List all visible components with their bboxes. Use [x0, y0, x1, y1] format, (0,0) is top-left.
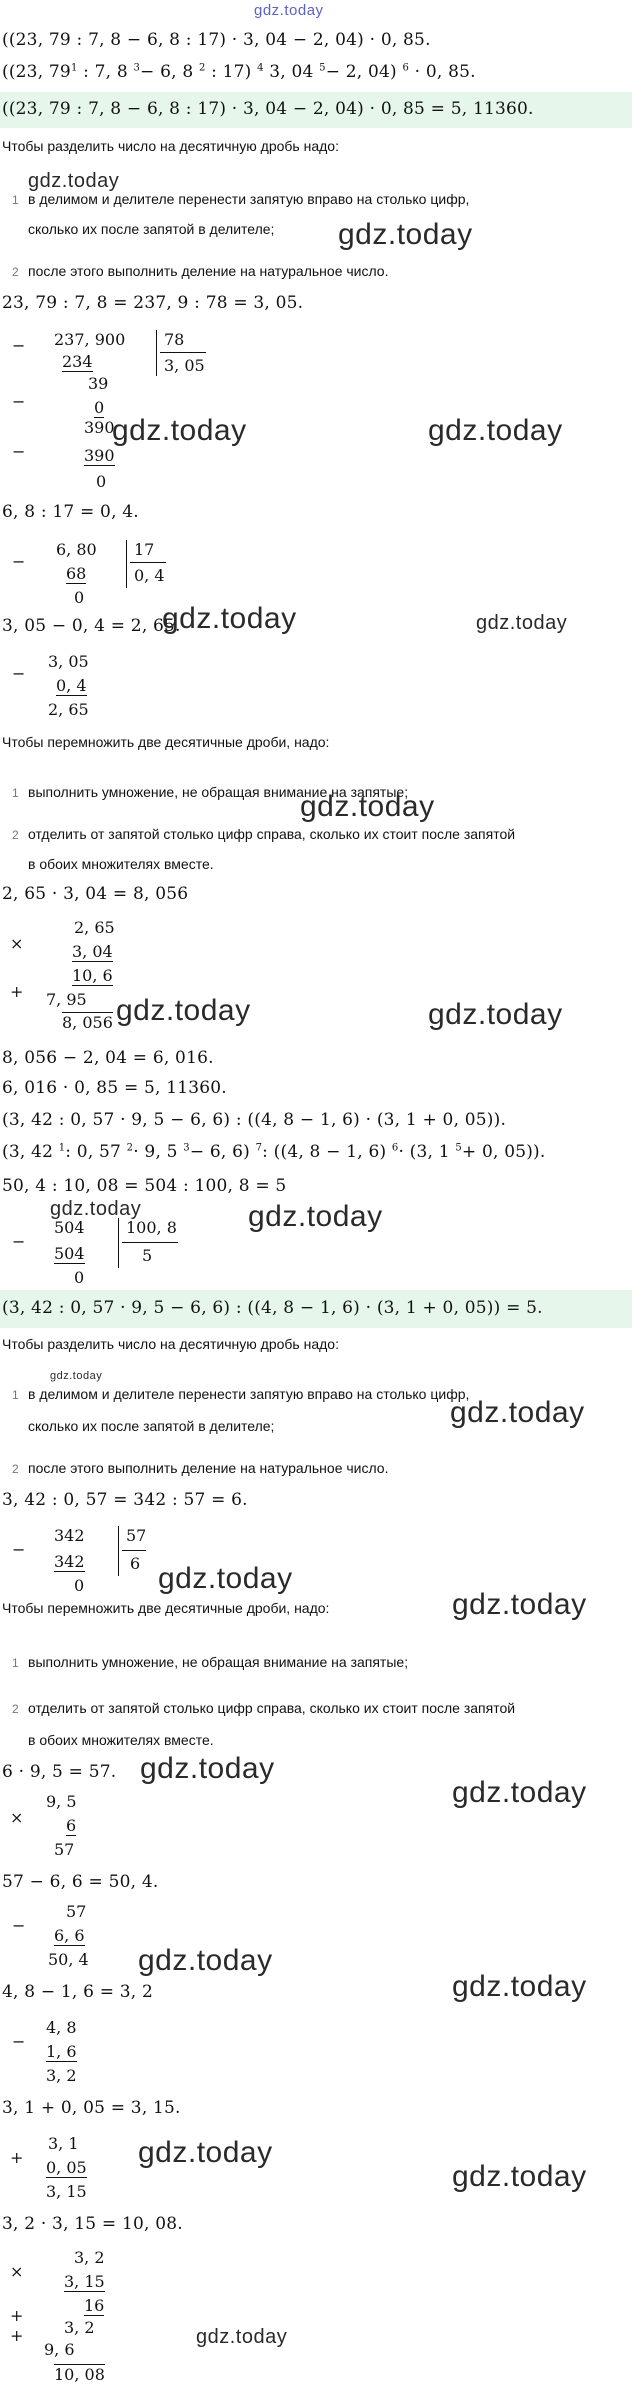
- watermark: gdz.today: [138, 1944, 273, 1977]
- task2-answer: (3, 42 : 0, 57 · 9, 5 − 6, 6) : ((4, 8 − 1, 6) · (3, 1 + 0, 05)) = 5.: [2, 1298, 543, 1318]
- division-line: [122, 1242, 178, 1243]
- minus-sign: −: [12, 1540, 26, 1559]
- difference: 3, 2: [46, 2066, 77, 2085]
- watermark: gdz.today: [450, 1396, 585, 1429]
- rule-div-step1-cont: сколько их после запятой в делителе;: [28, 221, 275, 237]
- equation: 4, 8 − 1, 6 = 3, 2: [2, 1982, 154, 2002]
- equation: 3, 1 + 0, 05 = 3, 15.: [2, 2098, 181, 2118]
- minus-sign: −: [12, 442, 26, 461]
- addend: 3, 1: [48, 2134, 79, 2153]
- product: 8, 056: [62, 1013, 113, 1032]
- dividend: 342: [54, 1526, 85, 1545]
- remainder: 39: [88, 374, 109, 393]
- difference: 50, 4: [48, 1950, 89, 1969]
- watermark: gdz.today: [196, 2326, 288, 2348]
- divisor: 57: [126, 1526, 147, 1545]
- division-bar: [156, 330, 157, 376]
- division-line: [122, 1550, 146, 1551]
- equation: 3, 2 · 3, 15 = 10, 08.: [2, 2214, 183, 2234]
- rule-div-step1-cont: сколько их после запятой в делителе;: [28, 1418, 275, 1434]
- quotient: 5: [142, 1246, 153, 1265]
- minus-sign: −: [12, 1232, 26, 1251]
- rule-mul-step2: отделить от запятой столько цифр справа, сколько их стоит после запятой: [28, 826, 516, 842]
- minus-sign: −: [12, 664, 26, 683]
- sum: 3, 15: [46, 2182, 87, 2201]
- subtrahend: 504: [54, 1244, 85, 1263]
- product: 10, 08: [54, 2365, 105, 2384]
- rule-mul-step1: выполнить умножение, не обращая внимание на запятые;: [28, 784, 409, 800]
- remainder: 0: [96, 472, 107, 491]
- partial-product: 3, 2: [64, 2318, 95, 2337]
- dividend: 237, 900: [54, 330, 126, 349]
- task1-expression-order: ((23, $79^1$ : 7, 8 $^3$− 6, 8 $^2$ : 17) $^4$ 3, 04 $^5$− 2, 04) $^6$ · 0, 85.: [2, 62, 476, 82]
- watermark: gdz.today: [452, 2160, 587, 2193]
- watermark: gdz.today: [248, 1200, 383, 1233]
- step-number: 1: [12, 1388, 19, 1402]
- watermark: gdz.today: [28, 170, 120, 192]
- watermark: gdz.today: [112, 414, 247, 447]
- difference: 2, 65: [48, 700, 89, 719]
- remainder: 0: [74, 588, 85, 607]
- factor: 2, 65: [74, 918, 115, 937]
- rule-mul-step2: отделить от запятой столько цифр справа, сколько их стоит после запятой: [28, 1700, 516, 1716]
- minus-sign: −: [12, 392, 26, 411]
- division-bar: [118, 1218, 119, 1268]
- minuend: 4, 8: [46, 2018, 77, 2037]
- task2-expression-order: (3, 42 $^1$: 0, 57 $^2$· 9, 5 $^3$− 6, 6) $^7$: ((4, 8 − 1, 6) $^6$· (3, 1 $^5$+ 0, 05)).: [2, 1142, 546, 1162]
- divisor: 17: [134, 540, 155, 559]
- subtrahend: 0: [94, 398, 105, 417]
- watermark: gdz.today: [138, 2136, 273, 2169]
- rule-div-step1: в делимом и делителе перенести запятую вправо на столько цифр,: [28, 1386, 470, 1402]
- plus-sign: +: [10, 2326, 24, 2345]
- factor: 3, 04: [72, 942, 113, 961]
- task1-expression: ((23, 79 : 7, 8 − 6, 8 : 17) · 3, 04 − 2, 04) · 0, 85.: [2, 30, 431, 50]
- quotient: 6: [130, 1554, 141, 1573]
- rule-div-title: Чтобы разделить число на десятичную дробь надо:: [2, 138, 339, 154]
- rule-div-step1: в делимом и делителе перенести запятую вправо на столько цифр,: [28, 191, 470, 207]
- remainder: 0: [74, 1268, 85, 1287]
- watermark: gdz.today: [158, 1562, 293, 1595]
- minus-sign: −: [12, 552, 26, 571]
- product: 57: [54, 1840, 75, 1859]
- subtrahend: 1, 6: [46, 2042, 77, 2061]
- partial-product: 7, 95: [46, 990, 87, 1009]
- division-bar: [126, 540, 127, 588]
- remainder: 0: [74, 1576, 85, 1595]
- equation: 8, 056 − 2, 04 = 6, 016.: [2, 1048, 214, 1068]
- times-sign: ×: [10, 2262, 24, 2281]
- rule-div-step2: после этого выполнить деление на натуральное число.: [28, 263, 389, 279]
- division-line: [160, 352, 206, 353]
- minuend: 3, 05: [48, 652, 89, 671]
- watermark: gdz.today: [140, 1752, 275, 1785]
- equation: 2, 65 · 3, 04 = 8, 056: [2, 884, 189, 904]
- rule-mul-title: Чтобы перемножить две десятичные дроби, надо:: [2, 734, 330, 750]
- rule-div-title: Чтобы разделить число на десятичную дробь надо:: [2, 1336, 339, 1352]
- subtrahend: 0, 4: [56, 676, 87, 695]
- plus-sign: +: [10, 982, 24, 1001]
- equation: 57 − 6, 6 = 50, 4.: [2, 1872, 159, 1892]
- task2-expression: (3, 42 : 0, 57 · 9, 5 − 6, 6) : ((4, 8 − 1, 6) · (3, 1 + 0, 05)).: [2, 1110, 507, 1130]
- factor: 3, 15: [64, 2272, 105, 2291]
- partial-product: 9, 6: [44, 2340, 75, 2359]
- rule-mul-step2-cont: в обоих множителях вместе.: [28, 1732, 214, 1748]
- watermark: gdz.today: [428, 998, 563, 1031]
- equation: 6 · 9, 5 = 57.: [2, 1762, 117, 1782]
- watermark: gdz.today: [50, 1198, 142, 1220]
- division-bar: [118, 1526, 119, 1576]
- division-line: [130, 562, 166, 563]
- dividend: 6, 80: [56, 540, 97, 559]
- remainder: 390: [84, 418, 115, 437]
- equation: 23, 79 : 7, 8 = 237, 9 : 78 = 3, 05.: [2, 293, 304, 313]
- factor: 6: [66, 1816, 77, 1835]
- times-sign: ×: [10, 1808, 24, 1827]
- dividend: 504: [54, 1218, 85, 1237]
- plus-sign: +: [10, 2148, 24, 2167]
- partial-product: 16: [84, 2296, 105, 2315]
- minus-sign: −: [12, 1916, 26, 1935]
- minus-sign: −: [12, 336, 26, 355]
- step-number: 1: [12, 193, 19, 207]
- equation: 6, 016 · 0, 85 = 5, 11360.: [2, 1078, 227, 1098]
- step-number: 2: [12, 1702, 19, 1716]
- step-number: 2: [12, 265, 19, 279]
- watermark: gdz.today: [428, 414, 563, 447]
- rule-mul-title: Чтобы перемножить две десятичные дроби, надо:: [2, 1600, 330, 1616]
- watermark: gdz.today: [452, 1970, 587, 2003]
- top-watermark: gdz.today: [254, 2, 324, 19]
- subtrahend: 68: [66, 564, 87, 583]
- minus-sign: −: [12, 2032, 26, 2051]
- watermark: gdz.today: [452, 1588, 587, 1621]
- subtrahend: 390: [84, 446, 115, 465]
- step-number: 2: [12, 828, 19, 842]
- quotient: 3, 05: [164, 356, 205, 375]
- watermark: gdz.today: [300, 790, 435, 823]
- factor: 9, 5: [46, 1792, 77, 1811]
- equation: 3, 42 : 0, 57 = 342 : 57 = 6.: [2, 1490, 248, 1510]
- partial-product: 10, 6: [72, 966, 113, 985]
- equation: 6, 8 : 17 = 0, 4.: [2, 502, 139, 522]
- watermark: gdz.today: [338, 218, 473, 251]
- rule-div-step2: после этого выполнить деление на натуральное число.: [28, 1460, 389, 1476]
- watermark: gdz.today: [452, 1776, 587, 1809]
- times-sign: ×: [10, 934, 24, 953]
- subtrahend: 6, 6: [54, 1926, 85, 1945]
- divisor: 78: [164, 330, 185, 349]
- subtrahend: 342: [54, 1552, 85, 1571]
- quotient: 0, 4: [134, 566, 165, 585]
- minuend: 57: [66, 1902, 87, 1921]
- equation: 50, 4 : 10, 08 = 504 : 100, 8 = 5: [2, 1176, 287, 1196]
- watermark: gdz.today: [116, 994, 251, 1027]
- divisor: 100, 8: [126, 1218, 177, 1237]
- equation: 3, 05 − 0, 4 = 2, 65.: [2, 616, 181, 636]
- subtrahend: 234: [62, 352, 93, 371]
- step-number: 2: [12, 1462, 19, 1476]
- watermark: gdz.today: [50, 1370, 103, 1382]
- watermark: gdz.today: [162, 602, 297, 635]
- factor: 3, 2: [74, 2248, 105, 2267]
- rule-mul-step2-cont: в обоих множителях вместе.: [28, 856, 214, 872]
- task1-answer: ((23, 79 : 7, 8 − 6, 8 : 17) · 3, 04 − 2, 04) · 0, 85 = 5, 11360.: [2, 99, 534, 119]
- addend: 0, 05: [46, 2158, 87, 2177]
- watermark: gdz.today: [476, 612, 568, 634]
- step-number: 1: [12, 1656, 19, 1670]
- plus-sign: +: [10, 2306, 24, 2325]
- rule-mul-step1: выполнить умножение, не обращая внимание на запятые;: [28, 1654, 409, 1670]
- step-number: 1: [12, 786, 19, 800]
